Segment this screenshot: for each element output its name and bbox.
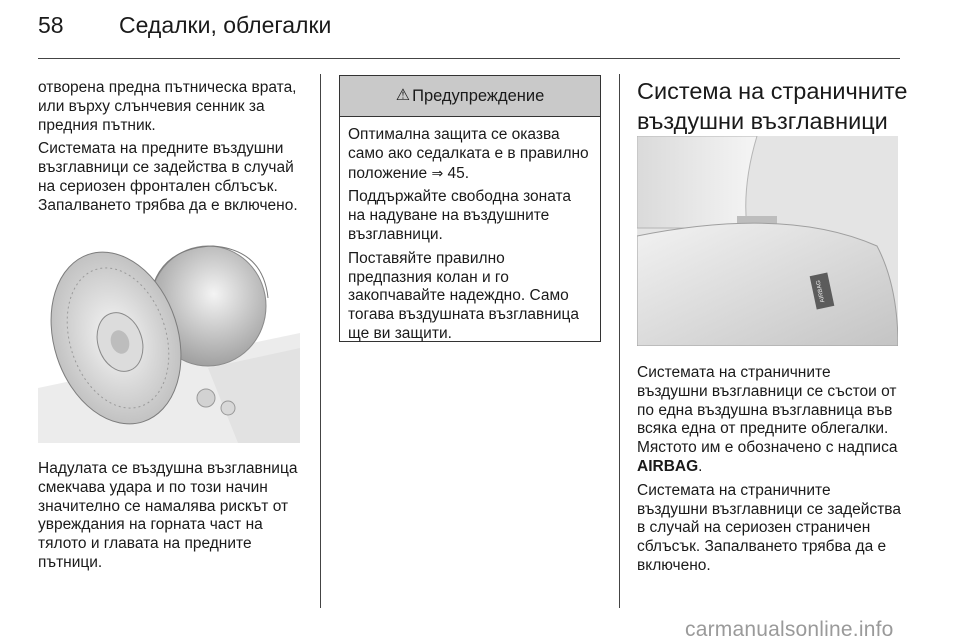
warning-paragraph: Поддържайте свободна зоната на надуване на въздушните възглавници. [348,188,572,243]
header-rule [38,58,900,59]
warning-text: Оптимална защита се оказва само ако седалката е в правилно положение [348,126,589,182]
seat-drawing [637,136,898,346]
front-airbag-illustration [38,238,300,443]
paragraph [637,364,905,477]
warning-header [340,76,600,117]
column-divider-left [320,74,321,608]
paragraph: Системата на страничните въздушни възглавници се задейства в случай на сериозен страничен сблъсък. Запалването трябва да е включено. [637,481,901,574]
paragraph: Надулата се въздушна възглавница смекчава удара и по този начин значително се намалява рискът от увреждания на горната част на тялото и главата на предните пътници. [38,460,298,571]
paragraph: Системата на предните въздушни възглавници се задейства в случай на сериозен фронтален сблъсък. Запалването трябва да е включено. [38,140,298,214]
warning-body [340,117,600,344]
section-title: Система на страничните въздушни възглавници [637,78,908,134]
seat-airbag-label: AIRBAG [815,279,827,303]
column-divider-right [619,74,620,608]
airbag-label: AIRBAG [637,457,699,475]
paragraph: отворена предна пътническа врата, или върху слънчевия сенник за предния пътник. [38,79,297,134]
front-airbag-drawing [38,238,300,443]
warning-paragraph: Поставяйте правилно предпазния колан и го закопчавайте надеждно. Само тогава въздушната възглавница ще ви защити. [348,249,580,342]
warning-title: Предупреждение [412,86,545,105]
column-1-top-text [38,79,306,221]
page-number: 58 [38,12,64,38]
watermark: carmanualsonline.info [685,618,894,641]
page-header-title: Седалки, облегалки [119,12,332,38]
column-3-text [637,364,905,581]
side-airbag-seat-illustration [637,136,898,346]
column-1-bottom-text [38,460,306,578]
paragraph-text: Системата на страничните въздушни възглавници се състои от по една въздушна възглавница във всяка една от предните облегалки. Мястото им е обозначено с надписа [637,364,898,457]
warning-paragraph [348,126,592,183]
page-reference-arrow-icon: ⇒ [431,164,444,181]
warning-box [339,75,601,342]
period: . [698,457,703,475]
warning-triangle-icon: ⚠ [395,87,411,104]
page-reference: 45. [447,164,470,182]
